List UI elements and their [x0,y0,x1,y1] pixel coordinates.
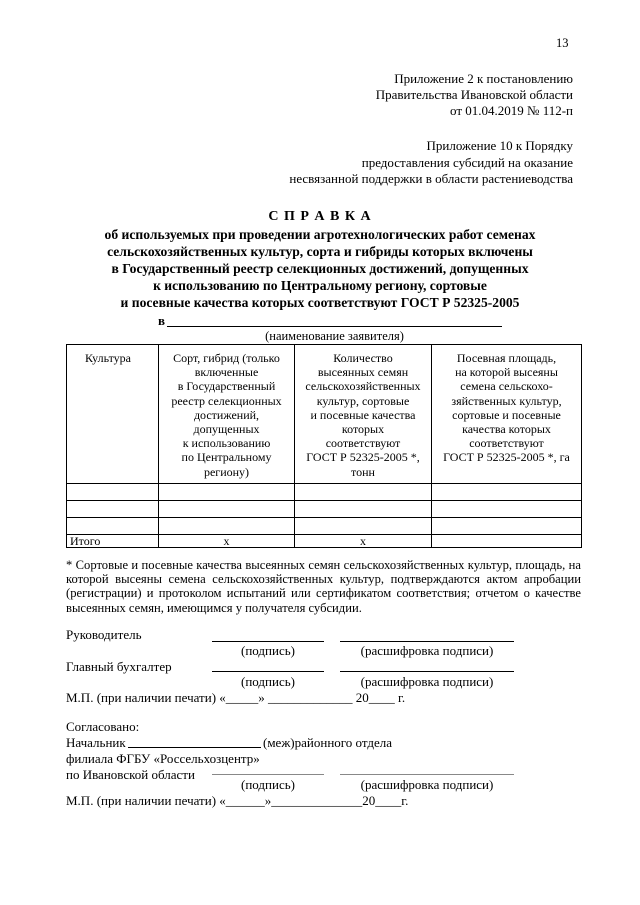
table-cell[interactable] [432,517,582,534]
agreed-name-field[interactable] [128,747,261,748]
footnote: * Сортовые и посевные качества высеянных семян сельскохозяйственных культур, площадь, на которой высеяны семена сельскохозяйственных культур, подтверждаются актом апробации (регистрации) и протоколом испытаний или сертификатом соответствия; отчетом о качестве высеянных семян, имеющимся у получателя субсидии. [66,558,581,615]
table-cell[interactable] [432,500,582,517]
total-variety-cell: х [159,534,295,547]
agreed-region: по Ивановской области [66,767,195,782]
decoding-caption: (расшифровка подписи) [360,777,494,792]
chief-accountant-label: Главный бухгалтер [66,659,172,674]
annex10-line: несвязанной поддержки в области растениеводства [289,171,573,186]
table-cell[interactable] [159,483,295,500]
agreed-department: (меж)районного отдела [263,735,393,750]
applicant-caption: (наименование заявителя) [265,329,404,343]
annex10-line: Приложение 10 к Порядку [426,138,573,153]
annex-line: Правительства Ивановской области [375,87,573,102]
table-cell[interactable] [159,500,295,517]
table-cell[interactable] [295,517,432,534]
table-cell[interactable] [67,500,159,517]
header-variety: Сорт, гибрид (только включенные в Государственный реестр селекционных достижений, допущенных к использованию по Центральному региону) [159,345,295,484]
applicant-prefix: в [158,313,166,328]
title-line: к использованию по Центральному региону, сортовые [153,278,487,293]
seal-line: М.П. (при наличии печати) «_____» _____________ 20____ г. [66,690,406,705]
agreed-branch: филиала ФГБУ «Россельхозцентр» [66,751,260,766]
document-title [0,226,640,311]
title-line: и посевные качества которых соответствуют ГОСТ Р 52325-2005 [120,295,520,310]
table-total-row [67,534,582,547]
decoding-caption: (расшифровка подписи) [360,674,494,689]
annex-line: от 01.04.2019 № 112-п [450,103,573,118]
total-label: Итого [67,534,159,547]
table-header-row [67,345,582,484]
title-line: сельскохозяйственных культур, сорта и гибриды которых включены [107,244,533,259]
signature-caption: (подпись) [241,777,295,792]
page-number: 13 [556,36,569,50]
agreed-seal-line: М.П. (при наличии печати) «______»______________20____г. [66,793,409,808]
table-cell[interactable] [295,483,432,500]
agreed-label: Согласовано: [66,719,140,734]
applicant-name-field[interactable] [167,326,502,327]
title-line: об используемых при проведении агротехнологических работ семенах [104,227,536,242]
seeds-table [66,344,582,548]
decoding-caption: (расшифровка подписи) [360,643,494,658]
annex-line: Приложение 2 к постановлению [394,71,573,86]
document-heading: С П Р А В К А [268,209,372,224]
header-culture: Культура [67,345,159,484]
total-area-cell[interactable] [432,534,582,547]
table-cell[interactable] [67,483,159,500]
head-label: Руководитель [66,627,142,642]
header-area: Посевная площадь, на которой высеяны семена сельскохо- зяйственных культур, сортовые и посевные качества которых соответствуют ГОСТ Р 52325-2005 *, га [432,345,582,484]
accountant-decoding-field[interactable] [340,671,514,672]
table-cell[interactable] [159,517,295,534]
signature-caption: (подпись) [241,643,295,658]
table-row [67,517,582,534]
table-cell[interactable] [67,517,159,534]
annex10-block [289,138,573,188]
agreed-decoding-field[interactable] [340,774,514,775]
agreed-signature-field[interactable] [212,774,324,775]
table-row [67,500,582,517]
accountant-signature-field[interactable] [212,671,324,672]
annex10-line: предоставления субсидий на оказание [361,154,573,170]
annex-block [376,71,573,119]
agreed-head-label: Начальник [66,735,126,750]
head-signature-field[interactable] [212,641,324,642]
total-quantity-cell: х [295,534,432,547]
title-line: в Государственный реестр селекционных достижений, допущенных [111,261,529,276]
head-decoding-field[interactable] [340,641,514,642]
table-cell[interactable] [432,483,582,500]
header-quantity: Количество высеянных семян сельскохозяйственных культур, сортовые и посевные качества которых соответствуют ГОСТ Р 52325-2005 *, тонн [295,345,432,484]
table-cell[interactable] [295,500,432,517]
signature-caption: (подпись) [241,674,295,689]
table-row [67,483,582,500]
